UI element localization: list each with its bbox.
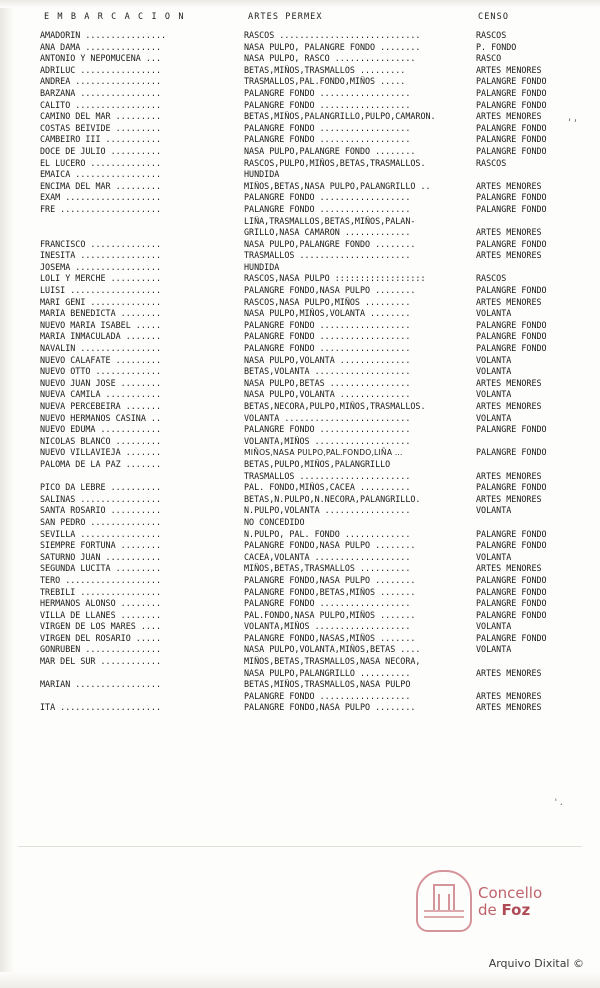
cell-fishing-gear: MIÑOS,BETAS,TRASMALLOS,NASA NECORA,	[244, 656, 421, 667]
cell-vessel-name: NICOLAS BLANCO .........	[40, 435, 162, 446]
table-row	[40, 331, 580, 343]
cell-census: ARTES MENORES	[476, 180, 542, 191]
table-row	[40, 401, 580, 413]
cell-fishing-gear: BETAS,N.PULPO,N.NECORA,PALANGRILLO.	[244, 493, 421, 504]
cell-census: VOLANTA	[476, 551, 512, 562]
cell-fishing-gear: NASA PULPO, RASCO ................	[244, 53, 416, 64]
table-row	[40, 563, 580, 575]
table-row	[40, 366, 580, 378]
cell-vessel-name: EL LUCERO ..............	[40, 157, 162, 168]
table-row	[40, 459, 580, 471]
cell-vessel-name: TREBILI ................	[40, 586, 162, 597]
table-row	[40, 216, 580, 228]
cell-fishing-gear: TRASMALLOS ......................	[244, 470, 411, 481]
cell-fishing-gear: PALANGRE FONDO,NASA PULPO ........	[244, 574, 416, 585]
cell-vessel-name	[40, 668, 244, 680]
cell-census: PALANGRE FONDO	[476, 586, 547, 597]
cell-census: ARTES MENORES	[476, 702, 542, 713]
cell-census: PALANGRE FONDO	[476, 343, 547, 354]
watermark-line2-prefix: de	[478, 901, 502, 919]
cell-fishing-gear: TRASMALLOS,PAL.FONDO,MIÑOS .....	[244, 76, 406, 87]
cell-vessel-name: JOSEMA .................	[40, 261, 162, 272]
cell-census: PALANGRE FONDO	[476, 447, 547, 458]
table-row	[40, 424, 580, 436]
cell-vessel-name: LUISI ..................	[40, 285, 162, 296]
table-row	[40, 540, 580, 552]
cell-vessel-name: SIEMPRE FORTUNA ........	[40, 540, 162, 551]
table-row	[40, 42, 580, 54]
cell-fishing-gear: PALANGRE FONDO,NASA PULPO ........	[244, 702, 416, 713]
cell-vessel-name: NUEVO JUAN JOSE ........	[40, 377, 162, 388]
cell-vessel-name: NUEVO VILLAVIEJA .......	[40, 447, 162, 458]
cell-vessel-name: NUEVO MARIA ISABEL .....	[40, 319, 162, 330]
table-row	[40, 134, 580, 146]
cell-fishing-gear: PALANGRE FONDO ..................	[244, 99, 411, 110]
cell-fishing-gear: PALANGRE FONDO ..................	[244, 319, 411, 330]
cell-vessel-name: CAMBEIRO III ...........	[40, 134, 162, 145]
cell-vessel-name: VIRGEN DEL ROSARIO .....	[40, 632, 162, 643]
cell-census	[476, 656, 580, 668]
cell-census: PALANGRE FONDO	[476, 238, 547, 249]
table-row	[40, 158, 580, 170]
cell-vessel-name: CAMINO DEL MAR .........	[40, 111, 162, 122]
table-row	[40, 76, 580, 88]
cell-vessel-name: ADRILUC ................	[40, 64, 162, 75]
table-row	[40, 53, 580, 65]
cell-fishing-gear: MIÑOS,BETAS,TRASMALLOS ..........	[244, 563, 411, 574]
cell-census: PALANGRE FONDO	[476, 598, 547, 609]
cell-census: ARTES MENORES	[476, 401, 542, 411]
cell-census: ARTES MENORES	[476, 377, 542, 388]
cell-vessel-name: ANTONIO Y NEPOMUCENA ...	[40, 53, 162, 64]
column-header-vessel: E M B A R C A C I O N	[44, 12, 186, 22]
cell-census: ARTES MENORES	[476, 64, 542, 75]
cell-census: VOLANTA	[476, 644, 512, 655]
tower-icon	[433, 884, 455, 910]
cell-fishing-gear: HUNDIDA	[244, 169, 280, 180]
cell-fishing-gear: PALANGRE FONDO,NASA PULPO ........	[244, 285, 416, 296]
cell-fishing-gear: NO CONCEDIDO	[244, 516, 305, 527]
table-row	[40, 529, 580, 541]
cell-census: ARTES MENORES	[476, 296, 542, 307]
cell-vessel-name: MAR DEL SUR ............	[40, 656, 162, 667]
table-row	[40, 389, 580, 401]
cell-census: PALANGRE FONDO	[476, 609, 547, 620]
cell-fishing-gear: NASA PULPO,BETAS ................	[244, 377, 411, 388]
cell-vessel-name: SALINAS ................	[40, 493, 162, 504]
cell-census: ARTES MENORES	[476, 493, 542, 504]
cell-census: VOLANTA	[476, 412, 512, 423]
table-row	[40, 436, 580, 448]
cell-vessel-name: LOLI Y MERCHE ..........	[40, 273, 162, 284]
table-row	[40, 610, 580, 622]
cell-census	[476, 459, 580, 471]
cell-fishing-gear: NASA PULPO,PALANGRE FONDO ........	[244, 238, 416, 249]
cell-vessel-name: GONRUBEN ...............	[40, 644, 162, 655]
concello-de-foz-watermark	[412, 870, 582, 942]
cell-census	[476, 517, 580, 529]
cell-vessel-name: ANA DAMA ...............	[40, 41, 162, 52]
table-row	[40, 285, 580, 297]
cell-vessel-name: ENCIMA DEL MAR .........	[40, 180, 162, 191]
cell-vessel-name: SAN PEDRO ..............	[40, 516, 162, 527]
cell-census: PALANGRE FONDO	[476, 528, 547, 539]
table-row	[40, 575, 580, 587]
cell-fishing-gear: PALANGRE FONDO,BETAS,MIÑOS .......	[244, 586, 416, 597]
cell-census: PALANGRE FONDO	[476, 76, 547, 87]
page-left-edge	[0, 0, 14, 988]
cell-census: PALANGRE FONDO	[476, 482, 547, 493]
cell-fishing-gear: PALANGRE FONDO ..................	[244, 424, 411, 435]
column-header-census: CENSO	[478, 12, 510, 22]
cell-fishing-gear: PALANGRE FONDO ..................	[244, 122, 411, 133]
cell-census	[476, 169, 580, 181]
page-fold-line	[18, 846, 582, 847]
cell-fishing-gear: HUNDIDA	[244, 261, 280, 272]
cell-fishing-gear: N.PULPO, PAL. FONDO .............	[244, 528, 411, 539]
cell-vessel-name: DOCE DE JULIO ..........	[40, 145, 162, 156]
table-row	[40, 679, 580, 691]
cell-vessel-name: CALITO .................	[40, 99, 162, 110]
table-row	[40, 181, 580, 193]
cell-census: PALANGRE FONDO	[476, 632, 547, 643]
column-header-gear: ARTES PERMEX	[248, 12, 323, 22]
watermark-line2	[478, 901, 530, 919]
table-row	[40, 378, 580, 390]
cell-census: RASCO	[476, 53, 502, 64]
cell-census: PALANGRE FONDO	[476, 331, 547, 342]
cell-vessel-name: SANTA ROSARIO ..........	[40, 505, 162, 516]
cell-census: PALANGRE FONDO	[476, 203, 547, 214]
cell-census: PALANGRE FONDO	[476, 424, 547, 435]
cell-fishing-gear: PALANGRE FONDO ..................	[244, 87, 411, 98]
cell-vessel-name: SEGUNDA LUCITA .........	[40, 563, 162, 574]
cell-fishing-gear: PALANGRE FONDO ..................	[244, 203, 411, 214]
cell-vessel-name: NUEVA PERCEBEIRA .......	[40, 401, 162, 411]
cell-vessel-name: FRANCISCO ..............	[40, 238, 162, 249]
cell-vessel-name	[40, 216, 244, 228]
cell-vessel-name: MARI GENI ..............	[40, 296, 162, 307]
cell-census: P. FONDO	[476, 41, 517, 52]
cell-fishing-gear: BETAS,MIÑOS,PALANGRILLO,PULPO,CAMARON.	[244, 111, 436, 122]
cell-fishing-gear: BETAS,MIÑOS,TRASMALLOS .........	[244, 64, 406, 75]
cell-fishing-gear: VOLANTA,MIÑOS ...................	[244, 435, 411, 446]
watermark-line2-strong: Foz	[501, 901, 531, 919]
cell-census: VOLANTA	[476, 621, 512, 632]
cell-census: PALANGRE FONDO	[476, 87, 547, 98]
page-bottom-edge	[0, 972, 600, 988]
cell-vessel-name: MARIAN .................	[40, 679, 162, 690]
cell-fishing-gear: PAL.FONDO,NASA PULPO,MIÑOS .......	[244, 609, 416, 620]
cell-fishing-gear: BETAS,NECORA,PULPO,MIÑOS,TRASMALLOS.	[244, 401, 426, 411]
cell-fishing-gear: PALANGRE FONDO ..................	[244, 134, 411, 145]
cell-census: PALANGRE FONDO	[476, 285, 547, 296]
cell-vessel-name: NUEVO OTTO .............	[40, 366, 162, 377]
cell-census: VOLANTA	[476, 354, 512, 365]
table-row	[40, 413, 580, 425]
cell-census	[476, 262, 580, 274]
cell-fishing-gear: PAL. FONDO,MIÑOS,CACEA ..........	[244, 482, 411, 493]
table-row	[40, 227, 580, 239]
cell-fishing-gear: RASCOS ............................	[244, 30, 421, 40]
cell-census: ARTES MENORES	[476, 690, 542, 701]
cell-census: ARTES MENORES	[476, 667, 542, 678]
table-row	[40, 598, 580, 610]
table-row	[40, 355, 580, 367]
cell-census: PALANGRE FONDO	[476, 319, 547, 330]
cell-vessel-name: MARIA BENEDICTA ........	[40, 308, 162, 319]
table-row	[40, 111, 580, 123]
cell-fishing-gear: N.PULPO,VOLANTA .................	[244, 505, 411, 516]
cell-census: RASCOS	[476, 157, 507, 168]
cell-vessel-name: PALOMA DE LA PAZ .......	[40, 458, 162, 469]
cell-fishing-gear: GRILLO,NASA CAMARON .............	[244, 227, 411, 238]
table-row	[40, 552, 580, 564]
cell-fishing-gear: VOLANTA,MIÑOS ...................	[244, 621, 411, 632]
table-row	[40, 656, 580, 668]
table-row	[40, 239, 580, 251]
archive-credit: Arquivo Dixital ©	[488, 957, 584, 970]
cell-fishing-gear: BETAS,MIÑOS,TRASMALLOS,NASA PULPO	[244, 679, 411, 690]
cell-census: PALANGRE FONDO	[476, 145, 547, 156]
cell-vessel-name: NAVALIN ................	[40, 343, 162, 354]
cell-vessel-name: INESITA ................	[40, 250, 162, 261]
cell-census: PALANGRE FONDO	[476, 192, 547, 203]
cell-fishing-gear: MIÑOS,NASA PULPO,PAL.FONDO,LIÑA ...	[244, 448, 403, 458]
cell-census: ARTES MENORES	[476, 563, 542, 574]
coat-of-arms-icon	[416, 870, 472, 932]
table-row	[40, 691, 580, 703]
table-row	[40, 100, 580, 112]
cell-fishing-gear: CACEA,VOLANTA ...................	[244, 551, 411, 562]
cell-vessel-name: NUEVA CAMILA ...........	[40, 389, 162, 400]
cell-fishing-gear: NASA PULPO, PALANGRE FONDO ........	[244, 41, 421, 52]
cell-census: ARTES MENORES	[476, 227, 542, 238]
table-row	[40, 587, 580, 599]
pencil-mark-bottom-right: '.	[553, 798, 564, 808]
cell-vessel-name: NUEVO EDUMA ............	[40, 424, 162, 435]
cell-vessel-name: VIRGEN DE LOS MARES ....	[40, 621, 162, 632]
cell-vessel-name: NUEVO CALAFATE .........	[40, 354, 162, 365]
cell-vessel-name: SATURNO JUAN ...........	[40, 551, 162, 562]
cell-census: RASCOS	[476, 30, 507, 40]
cell-census: PALANGRE FONDO	[476, 134, 547, 145]
table-row	[40, 30, 580, 42]
cell-fishing-gear: NASA PULPO,PALANGRILLO ..........	[244, 667, 411, 678]
cell-census: PALANGRE FONDO	[476, 574, 547, 585]
cell-vessel-name: VILLA DE LLANES ........	[40, 609, 162, 620]
cell-fishing-gear: BETAS,VOLANTA ...................	[244, 366, 411, 377]
cell-fishing-gear: NASA PULPO,MIÑOS,VOLANTA ........	[244, 308, 411, 319]
page-top-edge	[0, 0, 600, 8]
watermark-line1: Concello	[478, 884, 543, 902]
table-row	[40, 471, 580, 483]
cell-census: RASCOS	[476, 273, 507, 284]
table-row	[40, 250, 580, 262]
cell-census: VOLANTA	[476, 308, 512, 319]
cell-vessel-name: EXAM ...................	[40, 192, 162, 203]
cell-fishing-gear: BETAS,PULPO,MIÑOS,PALANGRILLO	[244, 458, 391, 469]
table-row	[40, 702, 580, 714]
cell-census	[476, 679, 580, 691]
cell-vessel-name: FRE ....................	[40, 203, 162, 214]
cell-census: VOLANTA	[476, 505, 512, 516]
table-row	[40, 146, 580, 158]
cell-fishing-gear: PALANGRE FONDO ..................	[244, 598, 411, 609]
cell-vessel-name: NUEVO HERMANOS CASINA ..	[40, 412, 162, 423]
cell-fishing-gear: PALANGRE FONDO ..................	[244, 343, 411, 354]
cell-census: PALANGRE FONDO	[476, 99, 547, 110]
cell-vessel-name: HERMANOS ALONSO ........	[40, 598, 162, 609]
cell-vessel-name	[40, 691, 244, 703]
cell-fishing-gear: NASA PULPO,VOLANTA ..............	[244, 389, 411, 400]
table-row	[40, 644, 580, 656]
cell-fishing-gear: PALANGRE FONDO ..................	[244, 690, 411, 701]
cell-census: VOLANTA	[476, 366, 512, 377]
cell-vessel-name: ITA ....................	[40, 702, 162, 713]
table-row	[40, 633, 580, 645]
table-row	[40, 447, 580, 459]
cell-fishing-gear: NASA PULPO,VOLANTA ..............	[244, 354, 411, 365]
table-row	[40, 204, 580, 216]
cell-fishing-gear: MIÑOS,BETAS,NASA PULPO,PALANGRILLO ..	[244, 180, 431, 191]
cell-vessel-name: MARIA INMACULADA .......	[40, 331, 162, 342]
table-row	[40, 88, 580, 100]
cell-vessel-name	[40, 227, 244, 239]
cell-vessel-name: ANDREA .................	[40, 76, 162, 87]
table-row	[40, 169, 580, 181]
cell-census: ARTES MENORES	[476, 111, 542, 122]
cell-census: PALANGRE FONDO	[476, 540, 547, 551]
table-row	[40, 308, 580, 320]
cell-fishing-gear: LIÑA,TRASMALLOS,BETAS,MIÑOS,PALAN-	[244, 215, 416, 226]
cell-vessel-name: PICO DA LEBRE ..........	[40, 482, 162, 493]
cell-fishing-gear: PALANGRE FONDO ..................	[244, 331, 411, 342]
cell-census: VOLANTA	[476, 389, 512, 400]
cell-census	[476, 216, 580, 228]
cell-fishing-gear: NASA PULPO,PALANGRE FONDO ........	[244, 145, 416, 156]
table-row	[40, 505, 580, 517]
waves-icon	[424, 910, 464, 922]
table-row	[40, 273, 580, 285]
table-row	[40, 297, 580, 309]
table-row	[40, 482, 580, 494]
table-header-row	[40, 12, 580, 30]
table-row	[40, 320, 580, 332]
cell-vessel-name: BARZANA ................	[40, 87, 162, 98]
table-row	[40, 65, 580, 77]
table-row	[40, 343, 580, 355]
cell-vessel-name: EMAICA .................	[40, 169, 162, 180]
registry-rows	[40, 30, 580, 714]
table-row	[40, 494, 580, 506]
cell-fishing-gear: PALANGRE FONDO,NASAS,MIÑOS .......	[244, 632, 416, 643]
table-row	[40, 192, 580, 204]
cell-fishing-gear: NASA PULPO,VOLANTA,MIÑOS,BETAS ....	[244, 644, 421, 655]
table-row	[40, 262, 580, 274]
cell-fishing-gear: RASCOS,NASA PULPO ::::::::::::::::::	[244, 273, 426, 284]
cell-census: ARTES MENORES	[476, 250, 542, 261]
cell-vessel-name: TERO ...................	[40, 574, 162, 585]
cell-fishing-gear: PALANGRE FONDO ..................	[244, 192, 411, 203]
table-row	[40, 668, 580, 680]
cell-fishing-gear: RASCOS,PULPO,MIÑOS,BETAS,TRASMALLOS.	[244, 157, 426, 168]
table-row	[40, 621, 580, 633]
pencil-mark-top-right: ''	[565, 117, 579, 130]
cell-vessel-name: COSTAS BEIVIDE .........	[40, 122, 162, 133]
cell-census	[476, 436, 580, 448]
cell-vessel-name: SEVILLA ................	[40, 528, 162, 539]
cell-fishing-gear: TRASMALLOS ......................	[244, 250, 411, 261]
cell-fishing-gear: RASCOS,NASA PULPO,MIÑOS .........	[244, 296, 411, 307]
table-row	[40, 123, 580, 135]
cell-vessel-name: AMADORIN ................	[40, 30, 167, 40]
cell-fishing-gear: PALANGRE FONDO,NASA PULPO ........	[244, 540, 416, 551]
vessel-registry-table	[40, 12, 580, 714]
cell-census: ARTES MENORES	[476, 470, 542, 481]
cell-census: PALANGRE FONDO	[476, 122, 547, 133]
cell-fishing-gear: VOLANTA .........................	[244, 412, 411, 423]
cell-vessel-name	[40, 471, 244, 483]
table-row	[40, 517, 580, 529]
